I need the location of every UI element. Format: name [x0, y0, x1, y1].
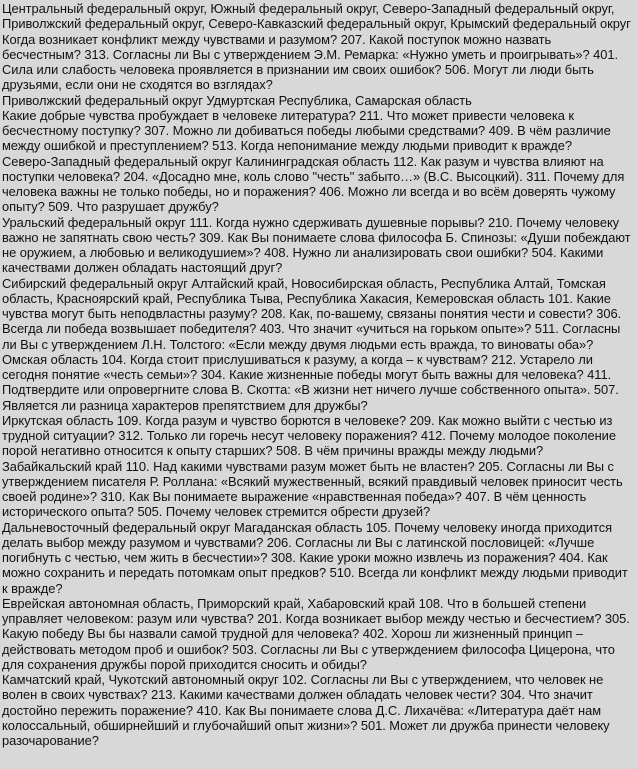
- paragraph-region-questions: Забайкальский край 110. Над какими чувствами разум может быть не властен? 205. Согласны ли Вы с утверждением писателя Р. Роллана: «Всякий мужественный, всякий правдивый человек приносит честь своей родине»? 310. Как Вы понимаете выражение «нравственная победа»? 407. В чём ценность исторического опыта? 505. Почему человек стремится обрести друзей?: [2, 458, 623, 520]
- paragraph-federal-districts: Центральный федеральный округ, Южный федеральный округ, Северо-Западный федеральный округ, Приволжский федеральный округ, Северо-Кавказский федеральный округ, Крымский федеральный округ: [2, 1, 631, 32]
- paragraph-region-questions: Сибирский федеральный округ Алтайский край, Новосибирская область, Республика Алтай, Томская область, Красноярский край, Республика Тыва, Республика Хакасия, Кемеровская область 101. Какие чувства могут быть неподвластны разуму? 208. Как, по-вашему, связаны понятия чести и совести? 306. Всегда ли победа возвышает победителя? 403. Что значит «учиться на горьком опыте»? 511. Согласны ли Вы с утверждением Л.Н. Толстого: «Если между двумя людьми есть вражда, то виноваты оба»?: [2, 275, 622, 352]
- paragraph-region-questions: Камчатский край, Чукотский автономный округ 102. Согласны ли Вы с утверждением, что человек не волен в своих чувствах? 213. Какими качествами должен обладать человек чести? 304. Что значит достойно пережить поражение? 410. Как Вы понимаете слова Д.С. Лихачёва: «Литература даёт нам колоссальный, обширнейший и глубочайший опыт жизни»? 501. Может ли дружба принести человеку разочарование?: [2, 672, 610, 748]
- paragraph-region-questions: Дальневосточный федеральный округ Магаданская область 105. Почему человеку иногда приходится делать выбор между разумом и чувствами? 206. Согласны ли Вы с латинской пословицей: «Лучше погибнуть с честью, чем жить в бесчестии»? 308. Какие уроки можно извлечь из поражения? 404. Как можно сохранить и передать потомкам опыт предков? 510. Всегда ли конфликт между людьми приводит к вражде?: [2, 519, 628, 596]
- paragraph-questions: Когда возникает конфликт между чувствами и разумом? 207. Какой поступок можно назвать бесчестным? 313. Согласны ли Вы с утверждением Э.М. Ремарка: «Нужно уметь и проигрывать»? 401. Сила или слабость человека проявляется в признании им своих ошибок? 506. Могут ли люди быть друзьями, если они не сходятся во взглядах?: [2, 31, 619, 93]
- paragraph-region-header: Приволжский федеральный округ Удмуртская Республика, Самарская область: [2, 92, 472, 108]
- paragraph-region-questions: Уральский федеральный округ 111. Когда нужно сдерживать душевные порывы? 210. Почему человеку важно не запятнать свою честь? 309. Как Вы понимаете слова философа Б. Спинозы: «Души побеждают не оружием, а любовью и великодушием»? 408. Нужно ли анализировать свои ошибки? 504. Какими качествами должен обладать настоящий друг?: [2, 214, 631, 276]
- paragraph-region-questions: Иркутская область 109. Когда разум и чувство борются в человеке? 209. Как можно выйти с честью из трудной ситуации? 312. Только ли горечь несут человеку поражения? 412. Почему молодое поколение порой негативно относится к опыту старших? 508. В чём причины вражды между людьми?: [2, 412, 616, 459]
- paragraph-region-questions: Омская область 104. Когда стоит прислушиваться к разуму, а когда – к чувствам? 212. Устарело ли сегодня понятие «честь семьи»? 304. Какие жизненные победы могут быть важны для человека? 411. Подтвердите или опровергните слова В. Скотта: «В жизни нет ничего лучше собственного опыта». 507. Является ли разница характеров препятствием для дружбы?: [2, 351, 619, 413]
- paragraph-questions: Какие добрые чувства пробуждает в человеке литература? 211. Что может привести человека к бесчестному поступку? 307. Можно ли добиваться победы любыми средствами? 409. В чём различие между ошибкой и преступлением? 513. Когда непонимание между людьми приводит к вражде?: [2, 107, 611, 154]
- paragraph-region-questions: Северо-Западный федеральный округ Калининградская область 112. Как разум и чувства влияют на поступки человека? 204. «Досадно мне, коль слово "честь" забыто…» (В.С. Высоцкий). 311. Почему для человека важны не только победы, но и поражения? 406. Можно ли всегда и во всём доверять чужому опыту? 509. Что разрушает дружбу?: [2, 153, 625, 215]
- paragraph-region-questions: Еврейская автономная область, Приморский край, Хабаровский край 108. Что в большей степени управляет человеком: разум или чувства? 201. Когда возникает выбор между честью и бесчестием? 305. Какую победу Вы бы назвали самой трудной для человека? 402. Хорош ли жизненный принцип – действовать методом проб и ошибок? 503. Согласны ли Вы с утверждением философа Цицерона, что для сохранения дружбы порой приходится сносить и обиды?: [2, 595, 630, 672]
